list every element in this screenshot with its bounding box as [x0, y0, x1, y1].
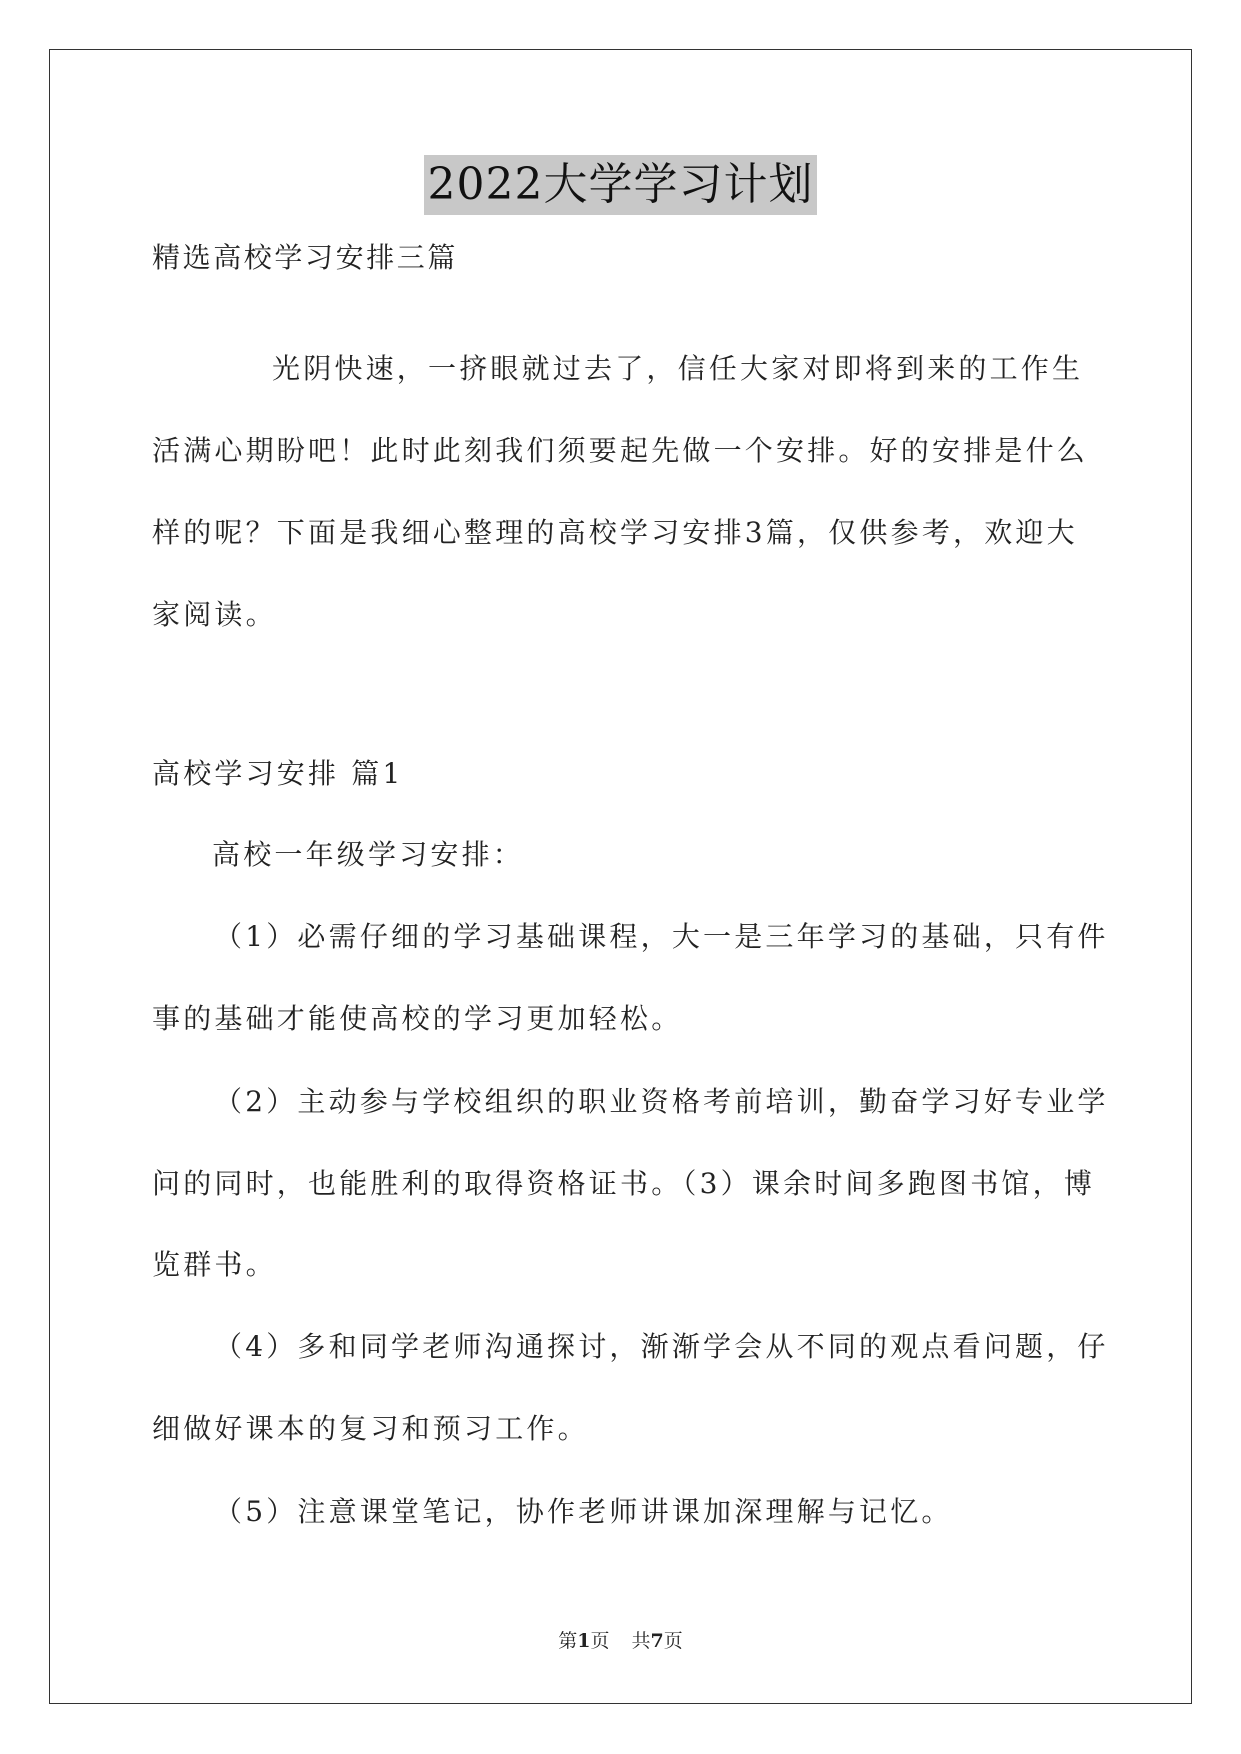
- page-border: [49, 49, 1192, 1704]
- footer-total-pages: 7: [650, 1630, 664, 1652]
- title-container: [0, 155, 1241, 215]
- list-item-line: 问的同时，也能胜利的取得资格证书。（3）课余时间多跑图书馆，博: [152, 1167, 1096, 1200]
- footer-page-suffix: 页: [590, 1630, 610, 1652]
- paragraph-line-1: 光阴快速，一挤眼就过去了，信任大家对即将到来的工作生: [272, 352, 1084, 385]
- document-title: 2022大学学习计划: [424, 155, 818, 215]
- subsection-heading: 高校一年级学习安排：: [212, 838, 525, 871]
- footer-total-suffix: 页: [663, 1630, 683, 1652]
- page-footer: [0, 1628, 1241, 1654]
- document-subtitle: 精选高校学习安排三篇: [152, 241, 459, 274]
- list-item-line: （2）主动参与学校组织的职业资格考前培训，勤奋学习好专业学: [214, 1085, 1109, 1118]
- list-item-line: 细做好课本的复习和预习工作。: [152, 1412, 589, 1445]
- footer-page-prefix: 第: [558, 1630, 578, 1652]
- paragraph-line-3: 样的呢？下面是我细心整理的高校学习安排3篇，仅供参考，欢迎大: [152, 516, 1078, 549]
- list-item-line: 事的基础才能使高校的学习更加轻松。: [152, 1002, 683, 1035]
- list-item-line: （5）注意课堂笔记，协作老师讲课加深理解与记忆。: [214, 1495, 953, 1528]
- section-heading: 高校学习安排 篇1: [152, 757, 404, 790]
- list-item-line: （4）多和同学老师沟通探讨，渐渐学会从不同的观点看问题，仔: [214, 1330, 1109, 1363]
- paragraph-line-4: 家阅读。: [152, 598, 277, 631]
- list-item-line: 览群书。: [152, 1248, 277, 1281]
- footer-total-prefix: 共: [631, 1630, 651, 1652]
- list-item-line: （1）必需仔细的学习基础课程，大一是三年学习的基础，只有件: [214, 920, 1109, 953]
- footer-page-number: 1: [577, 1630, 591, 1652]
- paragraph-line-2: 活满心期盼吧！此时此刻我们须要起先做一个安排。好的安排是什么: [152, 434, 1089, 467]
